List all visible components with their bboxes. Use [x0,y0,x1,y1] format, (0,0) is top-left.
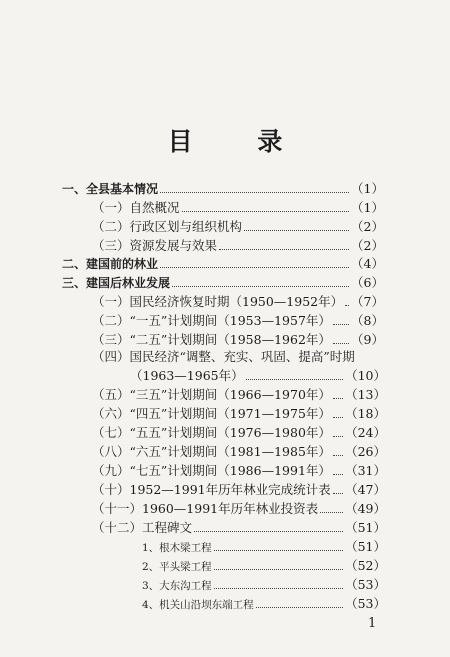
leader-dots [182,211,350,212]
leader-dots [333,398,343,399]
leader-dots [320,512,343,513]
toc-label: （七）“五五”计划期间（1976—1980年） [92,425,331,440]
toc-entry [92,421,386,441]
toc-page: （2） [351,219,384,234]
leader-dots [160,192,349,193]
toc-page: （52） [345,558,386,573]
toc-label: （1963—1965年） [130,368,244,383]
toc-page: （49） [345,501,386,516]
toc-entry [92,309,384,329]
toc-entry [92,383,386,403]
toc-label: 2、平头梁工程 [142,561,212,573]
leader-dots [333,493,343,494]
toc-entry [62,271,384,291]
toc-entry [62,252,384,272]
leader-dots [214,569,343,570]
toc-label: （十）1952—1991年历年林业完成统计表 [92,482,331,497]
toc-entry [92,478,386,498]
toc-label: （十二）工程碑文 [92,520,193,535]
toc-page: （7） [351,294,384,309]
toc-entry [92,196,384,216]
leader-dots [244,230,349,231]
toc-page: （51） [345,520,386,535]
toc-label: 三、建国后林业发展 [62,276,171,290]
toc-entry [92,497,386,517]
toc-label: 4、机关山沿坝东端工程 [142,599,254,611]
toc-entry [92,345,384,365]
toc-label: （十一）1960—1991年历年林业投资表 [92,501,319,516]
toc-page: （53） [345,596,386,611]
toc-label: （九）“七五”计划期间（1986—1991年） [92,463,331,478]
leader-dots [333,417,343,418]
toc-label: （八）“六五”计划期间（1981—1985年） [92,444,331,459]
toc-page: （8） [351,313,384,328]
toc-page: （31） [345,463,386,478]
toc-page: （2） [351,238,384,253]
leader-dots [219,249,349,250]
page-title: 目 录 [167,127,311,156]
toc-entry [92,440,386,460]
toc-entry [142,535,386,555]
leader-dots [333,343,349,344]
toc-label: （二）“一五”计划期间（1953—1957年） [92,313,331,328]
toc-page: （18） [345,406,386,421]
toc-page: （51） [345,539,386,554]
toc-entry [92,234,384,254]
toc-label: （四）国民经济“调整、充实、巩固、提高”时期 [92,349,355,364]
toc-entry [92,215,384,235]
toc-entry [142,573,386,593]
toc-page: （9） [351,332,384,347]
leader-dots [333,436,343,437]
toc-entry [142,592,386,612]
toc-page: （1） [351,181,384,196]
toc-label: （一）国民经济恢复时期（1950—1952年） [92,294,344,309]
toc-label: 3、大东沟工程 [142,580,212,592]
toc-page: （4） [351,256,384,271]
leader-dots [333,455,343,456]
toc-entry [62,177,384,197]
toc-label: （一）自然概况 [92,200,180,215]
toc-entry [142,554,386,574]
leader-dots [333,474,343,475]
toc-label: （三）“二五”计划期间（1958—1962年） [92,332,331,347]
toc-label: 二、建国前的林业 [62,257,159,271]
leader-dots [160,267,349,268]
leader-dots [345,305,349,306]
toc-label: （六）“四五”计划期间（1971—1975年） [92,406,331,421]
toc-entry [92,290,384,310]
leader-dots [172,286,349,287]
toc-label: 1、根木梁工程 [142,542,212,554]
toc-label: （三）资源发展与效果 [92,238,218,253]
leader-dots [246,379,343,380]
leader-dots [194,531,343,532]
toc-page: （1） [351,200,384,215]
toc-entry [92,459,386,479]
toc-entry [130,364,386,384]
toc-label: 一、全县基本情况 [62,182,159,196]
toc-page: （13） [345,387,386,402]
leader-dots [256,607,343,608]
toc-entry [92,402,386,422]
toc-label: （五）“三五”计划期间（1966—1970年） [92,387,331,402]
toc-page: （10） [345,368,386,383]
toc-page: （26） [345,444,386,459]
toc-page: （53） [345,577,386,592]
leader-dots [333,324,349,325]
toc-page: （24） [345,425,386,440]
toc-page: （6） [351,275,384,290]
page-number: 1 [368,616,377,631]
leader-dots [214,588,343,589]
leader-dots [214,550,343,551]
toc-page: （47） [345,482,386,497]
toc-entry [92,516,386,536]
toc-label: （二）行政区划与组织机构 [92,219,243,234]
